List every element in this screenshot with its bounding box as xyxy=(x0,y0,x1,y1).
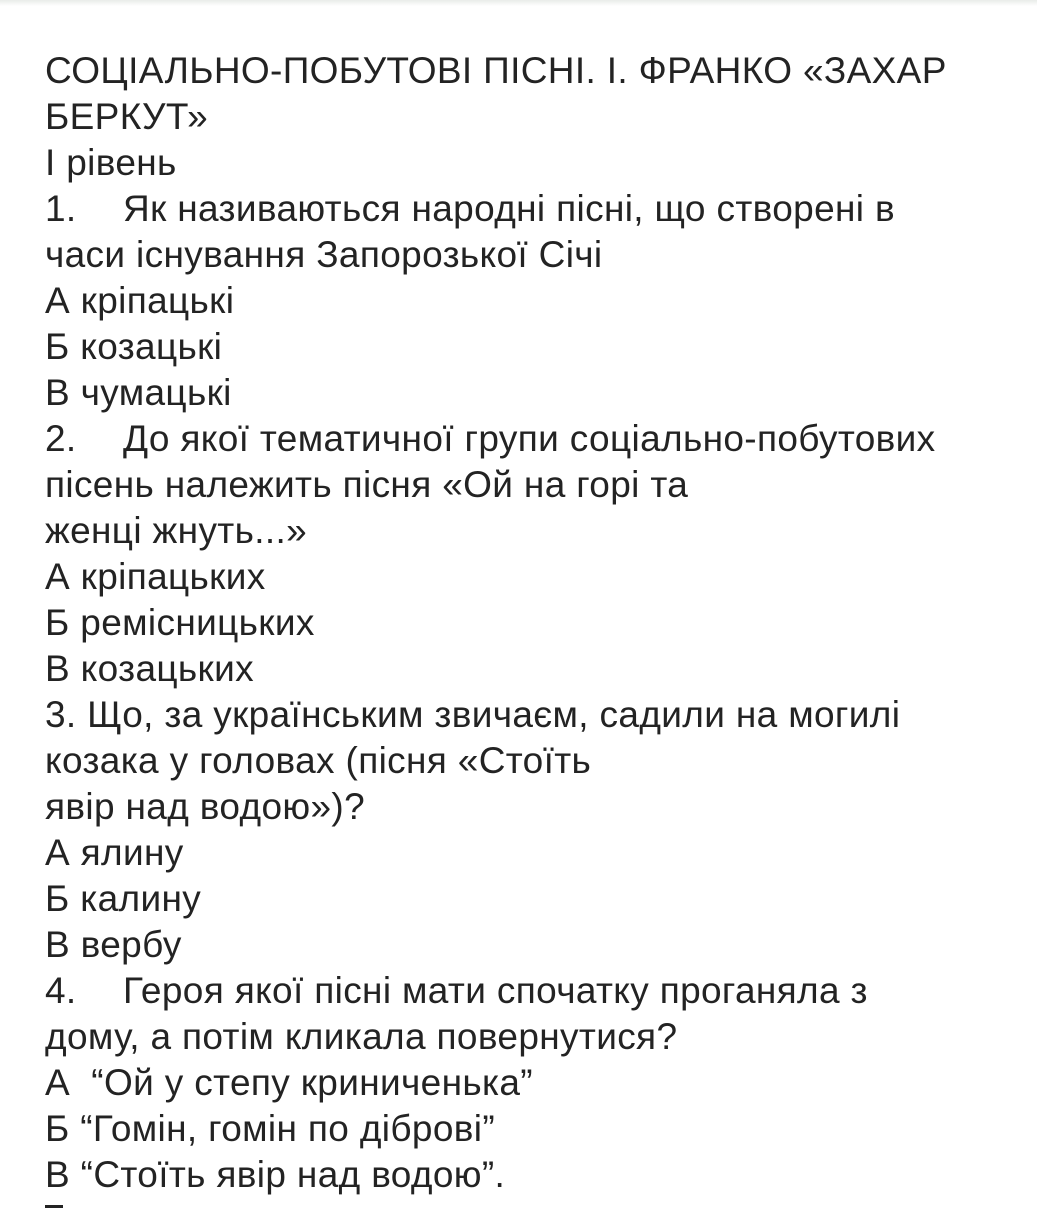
question-4-line-1 xyxy=(45,968,1030,1014)
document-body xyxy=(45,48,1030,1198)
question-1-line-1 xyxy=(45,186,1030,232)
question-2-option-a: А кріпацьких xyxy=(45,556,266,597)
question-3-line-2: козака у головах (пісня «Стоїть xyxy=(45,740,592,781)
question-1-option-b: Б козацькі xyxy=(45,326,223,367)
question-2-line-3: женці жнуть...» xyxy=(45,510,308,551)
question-3-option-a: А ялину xyxy=(45,832,184,873)
question-1-option-c: В чумацькі xyxy=(45,372,232,413)
document-title-line-2: БЕРКУТ» xyxy=(45,96,209,137)
question-4-line-2: дому, а потім кликала повернутися? xyxy=(45,1016,678,1057)
question-4-number: 4. xyxy=(45,970,77,1011)
question-4-text: Героя якої пісні мати спочатку проганяла з xyxy=(123,970,868,1011)
cropped-next-line-fragment xyxy=(45,1199,75,1209)
question-3-option-b: Б калину xyxy=(45,878,202,919)
question-1-line-2: часи існування Запорозької Січі xyxy=(45,234,603,275)
question-3-line-3: явір над водою»)? xyxy=(45,786,365,827)
question-2-line-1 xyxy=(45,416,1030,462)
question-2-line-2: пісень належить пісня «Ой на горі та xyxy=(45,464,689,505)
question-2-option-c: В козацьких xyxy=(45,648,254,689)
question-3-option-c: В вербу xyxy=(45,924,182,965)
level-heading: І рівень xyxy=(45,142,177,183)
question-4-option-a: А “Ой у степу криниченька” xyxy=(45,1062,533,1103)
document-title-line-1: СОЦІАЛЬНО-ПОБУТОВІ ПІСНІ. І. ФРАНКО «ЗАХАР xyxy=(45,50,947,91)
question-1-option-a: А кріпацькі xyxy=(45,280,235,321)
question-1-number: 1. xyxy=(45,188,77,229)
question-2-option-b: Б ремісницьких xyxy=(45,602,315,643)
top-edge-strip xyxy=(0,0,1037,6)
question-2-text: До якої тематичної групи соціально-побутових xyxy=(123,418,936,459)
question-1-text: Як називаються народні пісні, що створені в xyxy=(123,188,895,229)
question-2-number: 2. xyxy=(45,418,77,459)
question-4-option-c: В “Стоїть явір над водою”. xyxy=(45,1154,506,1195)
question-3-line-1: 3. Що, за українським звичаєм, садили на могилі xyxy=(45,694,901,735)
question-4-option-b: Б “Гомін, гомін по діброві” xyxy=(45,1108,495,1149)
